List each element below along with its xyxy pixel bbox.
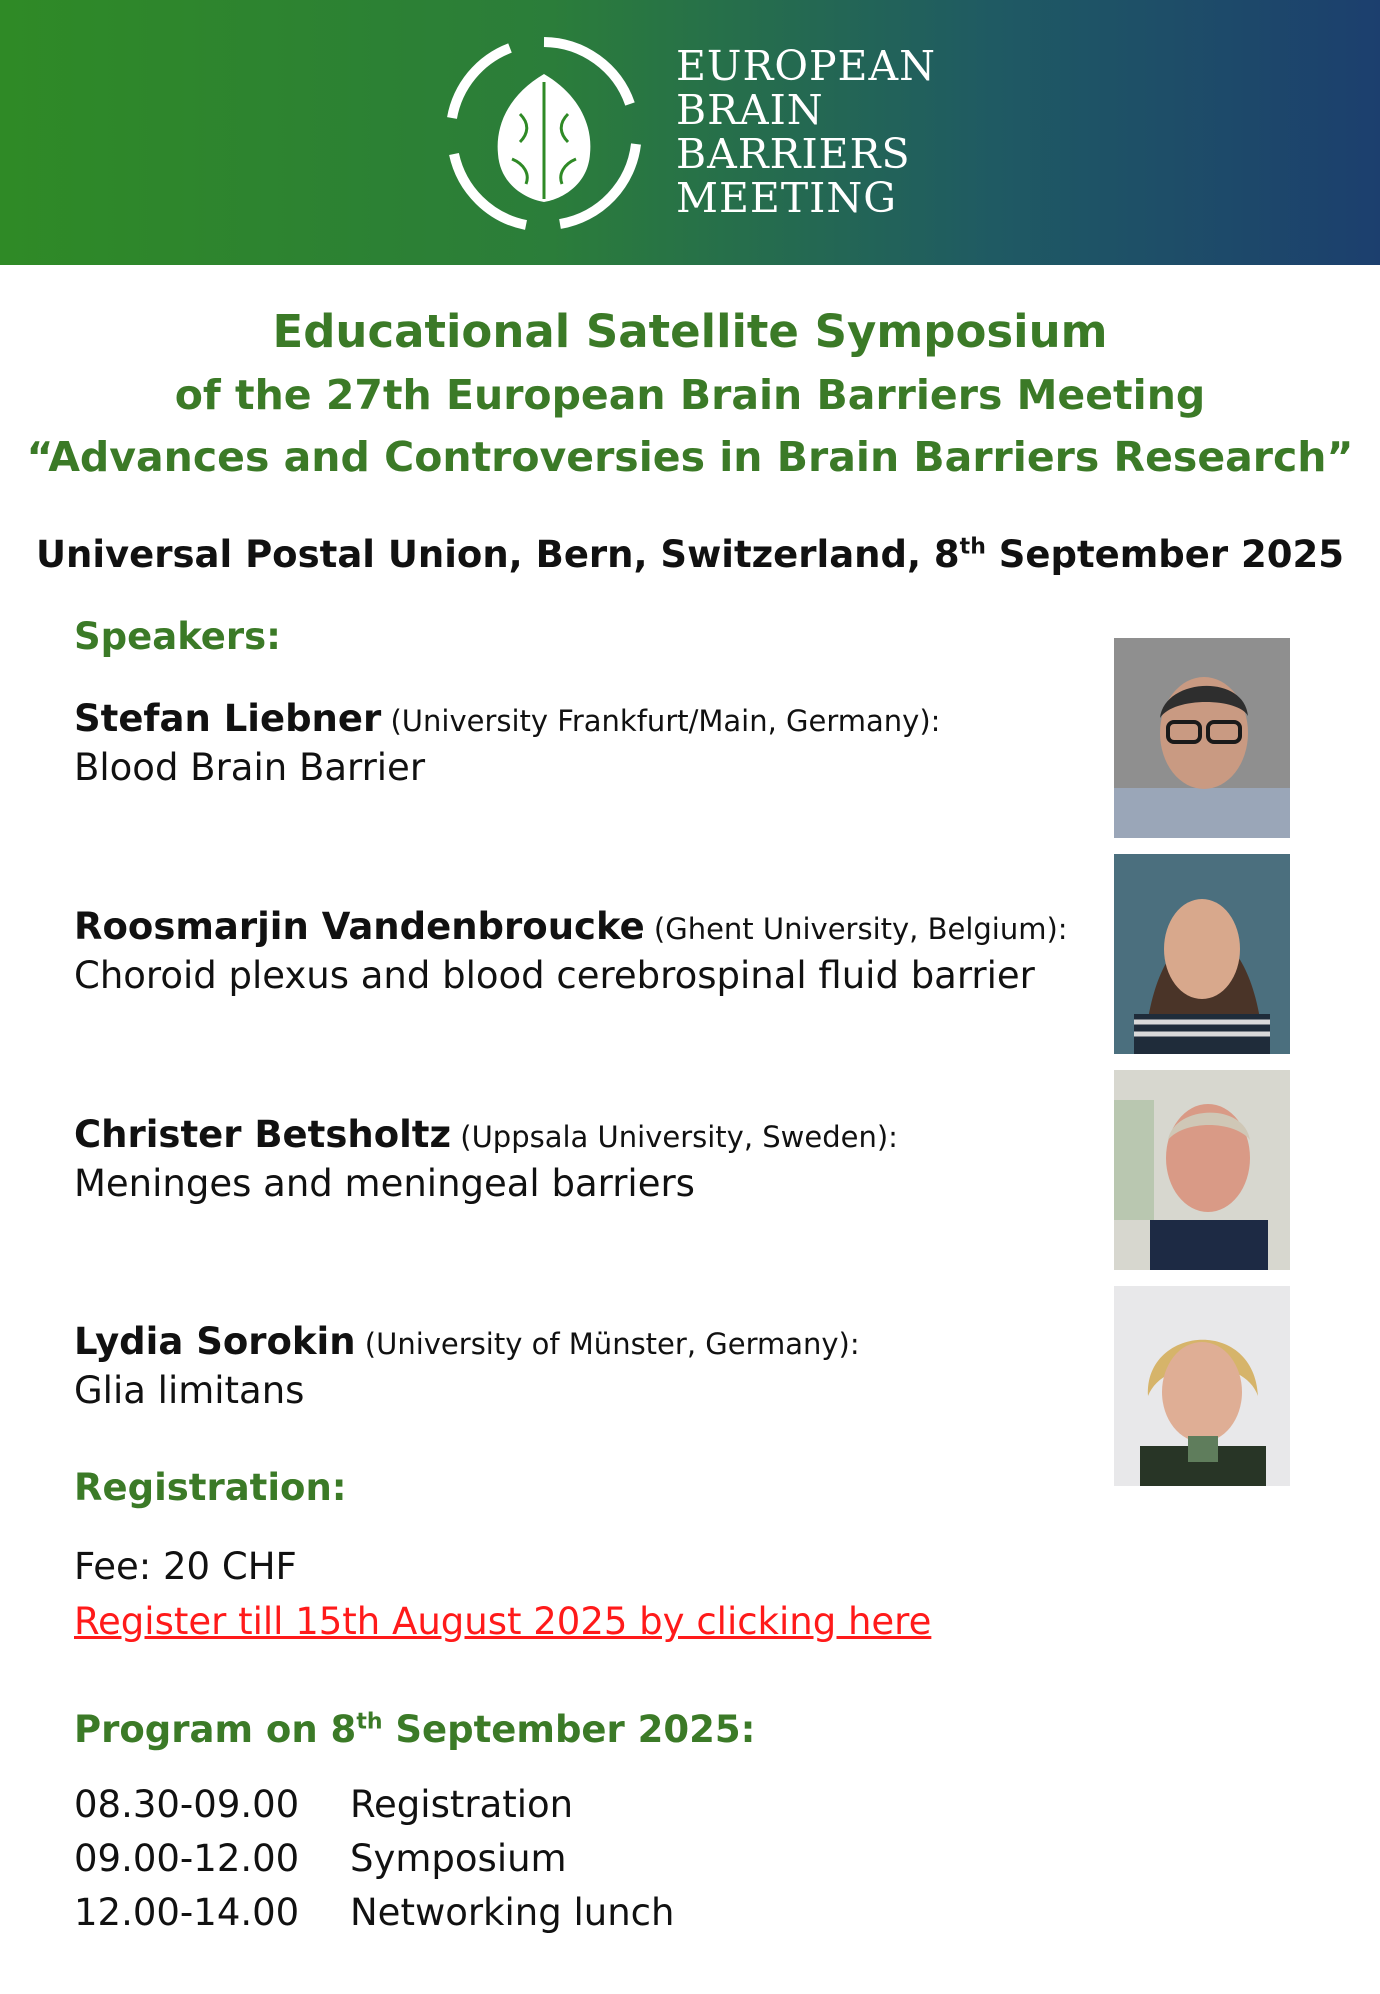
program-time: 08.30-09.00 (74, 1783, 300, 1826)
brain-logo-icon (440, 34, 648, 234)
speaker-name: Roosmarjin Vandenbroucke (74, 905, 645, 948)
program-row (74, 1891, 674, 1945)
venue-prefix: Universal Postal Union, Bern, Switzerland, 8 (35, 533, 960, 576)
speaker-photo (1114, 638, 1290, 838)
logo-line: MEETING (676, 174, 898, 222)
speaker-topic: Meninges and meningeal barriers (74, 1162, 695, 1205)
speaker-topic: Blood Brain Barrier (74, 746, 426, 789)
title-line-3: “Advances and Controversies in Brain Barriers Research” (26, 433, 1354, 481)
program-heading-sup: th (356, 1709, 383, 1735)
program-heading (74, 1708, 755, 1751)
program-activity: Networking lunch (350, 1891, 675, 1934)
venue-sup: th (959, 534, 986, 560)
speaker-name: Lydia Sorokin (74, 1320, 356, 1363)
speaker-affiliation: (Ghent University, Belgium): (644, 912, 1068, 946)
registration-fee: Fee: 20 CHF (74, 1545, 297, 1588)
program-heading-prefix: Program on 8 (74, 1708, 357, 1751)
speaker-photo (1114, 854, 1290, 1054)
header-banner (0, 0, 1380, 265)
speaker-topic: Choroid plexus and blood cerebrospinal fluid barrier (74, 954, 1035, 997)
speaker-entry (74, 905, 1094, 997)
venue-suffix: September 2025 (985, 533, 1344, 576)
speaker-entry (74, 1113, 1094, 1205)
logo-line: BRAIN (676, 86, 824, 134)
title-line-2: of the 27th European Brain Barriers Meeting (174, 371, 1206, 419)
portrait-icon (1114, 1286, 1290, 1486)
logo-line: BARRIERS (676, 130, 911, 178)
program-row (74, 1783, 674, 1837)
portrait-icon (1114, 638, 1290, 838)
speaker-name: Stefan Liebner (74, 697, 382, 740)
register-link[interactable]: Register till 15th August 2025 by clicking here (74, 1600, 932, 1643)
logo-wordmark (676, 44, 936, 220)
speaker-name: Christer Betsholtz (74, 1113, 452, 1156)
program-time: 09.00-12.00 (74, 1837, 300, 1880)
program-activity: Symposium (350, 1837, 567, 1880)
title-line-1: Educational Satellite Symposium (272, 305, 1108, 358)
program-time: 12.00-14.00 (74, 1891, 300, 1934)
speaker-photo (1114, 1070, 1290, 1270)
program-activity: Registration (350, 1783, 574, 1826)
speaker-entry (74, 697, 1094, 789)
logo-line: EUROPEAN (676, 42, 936, 90)
portrait-icon (1114, 854, 1290, 1054)
program-list (74, 1783, 674, 1945)
speaker-affiliation: (University of Münster, Germany): (355, 1327, 860, 1361)
program-row (74, 1837, 674, 1891)
page-title (0, 300, 1380, 488)
venue-date (0, 533, 1380, 576)
speakers-heading: Speakers: (74, 615, 281, 658)
portrait-icon (1114, 1070, 1290, 1270)
speaker-topic: Glia limitans (74, 1369, 305, 1412)
speaker-affiliation: (University Frankfurt/Main, Germany): (381, 704, 941, 738)
program-heading-suffix: September 2025: (382, 1708, 756, 1751)
speaker-entry (74, 1320, 1094, 1412)
speaker-photo (1114, 1286, 1290, 1486)
speaker-affiliation: (Uppsala University, Sweden): (451, 1120, 898, 1154)
registration-heading: Registration: (74, 1466, 347, 1509)
